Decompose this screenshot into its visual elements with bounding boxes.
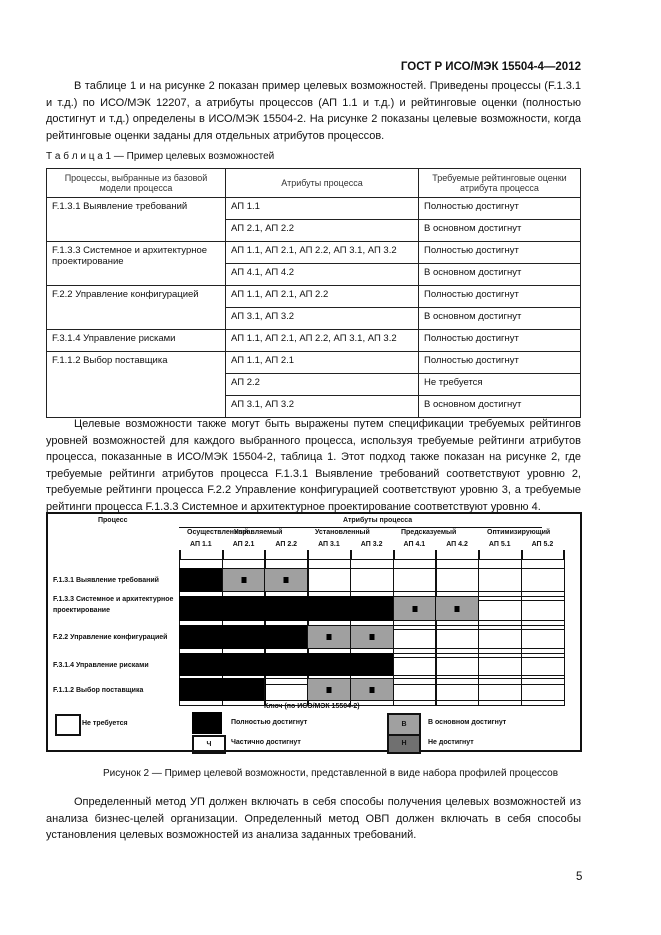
figure-caption: Рисунок 2 — Пример целевой возможности, представленной в виде набора профилей процессов bbox=[102, 768, 559, 779]
rating-cell-empty bbox=[521, 568, 565, 592]
rating-cell: Полностью достигнут bbox=[419, 352, 581, 374]
largely-mark bbox=[412, 606, 417, 612]
rating-cell-F bbox=[350, 653, 394, 676]
attribute-label: АП 5.2 bbox=[531, 541, 554, 548]
rating-cell-empty bbox=[435, 653, 479, 676]
page-number: 5 bbox=[576, 871, 583, 883]
process-label: F.2.2 Управление конфигурацией bbox=[53, 634, 168, 641]
legend-fully-label: Полностью достигнут bbox=[231, 719, 308, 726]
rating-cell-empty bbox=[350, 568, 394, 592]
paragraph-text: Целевые возможности также могут быть выражены путем спецификации требуемых рейтингов уровней возможностей для каждого выбранного процесса, используя требуемые рейтинги атрибутов процесса, показанные в ИСО/МЭК 15504-2, таблица 1. Этот подход также показан на рисунке 2, где требуемые рейтинги атрибутов процесса F.1.3.1 Выявление требований соответствуют уровню 2, требуемые рейтинги процесса F.2.2 Управление конфигурацией соответствуют уровню 3, а требуемые рейтинги процесса F.1.3.3 Системное и архитектурное проектирование соответствуют уровню 4. bbox=[46, 418, 581, 513]
rating-cell-F bbox=[350, 596, 394, 621]
process-cell: F.1.3.3 Системное и архитектурное проектирование bbox=[47, 242, 226, 286]
rating-cell: Полностью достигнут bbox=[419, 242, 581, 264]
rating-cell: Полностью достигнут bbox=[419, 198, 581, 220]
rating-cell-F bbox=[222, 596, 266, 621]
col-header-attributes: Атрибуты процесса bbox=[226, 169, 419, 198]
attributes-cell: АП 3.1, АП 3.2 bbox=[226, 308, 419, 330]
attribute-label: АП 3.2 bbox=[360, 541, 383, 548]
rating-cell-empty bbox=[264, 678, 308, 701]
rating-cell: Не требуется bbox=[419, 374, 581, 396]
level-label: Оптимизирующий bbox=[487, 529, 551, 536]
rating-cell-empty bbox=[435, 568, 479, 592]
rating-cell-L bbox=[264, 568, 308, 592]
process-label: F.1.1.2 Выбор поставщика bbox=[53, 687, 144, 694]
process-cell: F.3.1.4 Управление рисками bbox=[47, 330, 226, 352]
rating-cell-empty bbox=[393, 625, 437, 649]
attributes-cell: АП 1.1, АП 2.1, АП 2.2, АП 3.1, АП 3.2 bbox=[226, 330, 419, 352]
legend-not-swatch: Н bbox=[387, 734, 421, 754]
rating-cell-empty bbox=[307, 568, 351, 592]
paragraph-text: Определенный метод УП должен включать в себя способы получения целевых возможностей из анализа бизнес-целей организации. Определенный метод ОВП должен включать в себя способы установления целевых возможностей из анализа заданных требований. bbox=[46, 796, 581, 841]
level-label: Установленный bbox=[315, 529, 370, 536]
rating-cell-empty bbox=[478, 625, 522, 649]
rating-cell-L bbox=[307, 625, 351, 649]
legend-partially-label: Частично достигнут bbox=[231, 739, 301, 746]
rating-cell-empty bbox=[435, 678, 479, 701]
rating-cell: В основном достигнут bbox=[419, 264, 581, 286]
rating-cell-F bbox=[222, 653, 266, 676]
process-label: F.1.3.3 Системное и архитектурное проектирование bbox=[53, 596, 174, 614]
table-row bbox=[47, 286, 581, 308]
largely-mark bbox=[455, 606, 460, 612]
largely-mark bbox=[327, 687, 332, 693]
rating-cell-F bbox=[222, 625, 266, 649]
attributes-cell: АП 4.1, АП 4.2 bbox=[226, 264, 419, 286]
largely-mark bbox=[369, 687, 374, 693]
rating-cell-empty bbox=[521, 596, 565, 621]
rating-cell-F bbox=[264, 625, 308, 649]
rating-cell-empty bbox=[393, 678, 437, 701]
rating-cell-F bbox=[222, 678, 266, 701]
rating-cell-empty bbox=[478, 596, 522, 621]
table-row bbox=[47, 198, 581, 220]
legend-not-label: Не достигнут bbox=[428, 739, 474, 746]
target-capability-table bbox=[46, 168, 581, 418]
rating-cell-empty bbox=[393, 653, 437, 676]
attribute-label: АП 2.1 bbox=[232, 541, 255, 548]
col-header-ratings: Требуемые рейтинговые оценки атрибута процесса bbox=[419, 169, 581, 198]
rating-cell-F bbox=[179, 678, 223, 701]
attribute-label: АП 3.1 bbox=[318, 541, 340, 548]
attributes-cell: АП 1.1, АП 2.1 bbox=[226, 352, 419, 374]
table-row bbox=[47, 352, 581, 374]
attribute-label: АП 4.1 bbox=[403, 541, 426, 548]
rating-cell-F bbox=[307, 653, 351, 676]
rating-cell-F bbox=[179, 568, 223, 592]
legend-not-required-label: Не требуется bbox=[82, 720, 128, 727]
attributes-header: Атрибуты процесса bbox=[343, 517, 413, 524]
attribute-label: АП 1.1 bbox=[190, 541, 212, 548]
table-row bbox=[47, 330, 581, 352]
rating-cell-F bbox=[179, 653, 223, 676]
rating-cell-L bbox=[350, 678, 394, 701]
rating-cell: Полностью достигнут bbox=[419, 286, 581, 308]
process-header: Процесс bbox=[98, 517, 128, 524]
rating-cell-F bbox=[179, 625, 223, 649]
legend-fully-swatch bbox=[192, 712, 222, 734]
rating-cell-empty bbox=[478, 568, 522, 592]
attribute-label: АП 2.2 bbox=[275, 541, 298, 548]
legend-partially-swatch: Ч bbox=[192, 735, 226, 754]
rating-cell-empty bbox=[393, 568, 437, 592]
rating-cell: В основном достигнут bbox=[419, 220, 581, 242]
rating-cell-F bbox=[264, 653, 308, 676]
process-cell: F.1.3.1 Выявление требований bbox=[47, 198, 226, 242]
rating-cell: В основном достигнут bbox=[419, 396, 581, 418]
table-caption: Т а б л и ц а 1 — Пример целевых возможностей bbox=[46, 151, 275, 162]
attributes-cell: АП 2.2 bbox=[226, 374, 419, 396]
rating-cell-L bbox=[393, 596, 437, 621]
attributes-cell: АП 2.1, АП 2.2 bbox=[226, 220, 419, 242]
rating-cell-empty bbox=[521, 625, 565, 649]
rating-cell-F bbox=[179, 596, 223, 621]
legend-largely-label: В основном достигнут bbox=[428, 719, 507, 726]
legend-largely-swatch: В bbox=[387, 713, 421, 736]
intro-paragraph bbox=[46, 78, 581, 144]
paragraph-text: В таблице 1 и на рисунке 2 показан пример целевых возможностей. Приведены процессы (F.1.3.1 и т.д.) по ИСО/МЭК 12207, а атрибуты процессов (АП 1.1 и т.д.) и рейтинговые оценки (полностью достигнут и т.д.) определены в ИСО/МЭК 15504-2. На рисунке 2 показаны целевые возможности, когда рейтинговые оценки заданы для отдельных атрибутов процессов. bbox=[46, 80, 581, 142]
method-paragraph bbox=[46, 794, 581, 844]
attributes-cell: АП 3.1, АП 3.2 bbox=[226, 396, 419, 418]
key-title: Ключ (по ИСО/МЭК 15504-2) bbox=[264, 703, 360, 710]
table-row bbox=[47, 242, 581, 264]
rating-cell-F bbox=[264, 596, 308, 621]
rating-cell-L bbox=[222, 568, 266, 592]
level-label: Осуществленный bbox=[187, 529, 249, 536]
rating-cell-empty bbox=[521, 678, 565, 701]
rating-cell-empty bbox=[435, 625, 479, 649]
rating-cell-F bbox=[307, 596, 351, 621]
rating-cell: В основном достигнут bbox=[419, 308, 581, 330]
rating-cell-L bbox=[307, 678, 351, 701]
standard-header: ГОСТ Р ИСО/МЭК 15504-4—2012 bbox=[400, 61, 581, 73]
legend-not-required-swatch bbox=[55, 714, 81, 736]
col-header-process: Процессы, выбранные из базовой модели процесса bbox=[47, 169, 226, 198]
process-cell: F.2.2 Управление конфигурацией bbox=[47, 286, 226, 330]
rating-cell-L bbox=[350, 625, 394, 649]
process-label: F.3.1.4 Управление рисками bbox=[53, 662, 149, 669]
figure-process-profiles bbox=[46, 512, 582, 752]
rating-cell-empty bbox=[478, 678, 522, 701]
largely-mark bbox=[327, 634, 332, 640]
level-label: Предсказуемый bbox=[401, 529, 457, 536]
rating-cell-empty bbox=[521, 653, 565, 676]
largely-mark bbox=[369, 634, 374, 640]
attribute-label: АП 4.2 bbox=[446, 541, 468, 548]
level-label: Управляемый bbox=[234, 529, 283, 536]
attributes-cell: АП 1.1, АП 2.1, АП 2.2, АП 3.1, АП 3.2 bbox=[226, 242, 419, 264]
rating-cell-L bbox=[435, 596, 479, 621]
largely-mark bbox=[241, 577, 246, 583]
rating-cell-empty bbox=[478, 653, 522, 676]
process-label: F.1.3.1 Выявление требований bbox=[53, 577, 159, 584]
rating-cell: Полностью достигнут bbox=[419, 330, 581, 352]
process-cell: F.1.1.2 Выбор поставщика bbox=[47, 352, 226, 418]
attribute-label: АП 5.1 bbox=[488, 541, 511, 548]
attributes-cell: АП 1.1 bbox=[226, 198, 419, 220]
attributes-cell: АП 1.1, АП 2.1, АП 2.2 bbox=[226, 286, 419, 308]
capability-paragraph bbox=[46, 416, 581, 515]
largely-mark bbox=[284, 577, 289, 583]
